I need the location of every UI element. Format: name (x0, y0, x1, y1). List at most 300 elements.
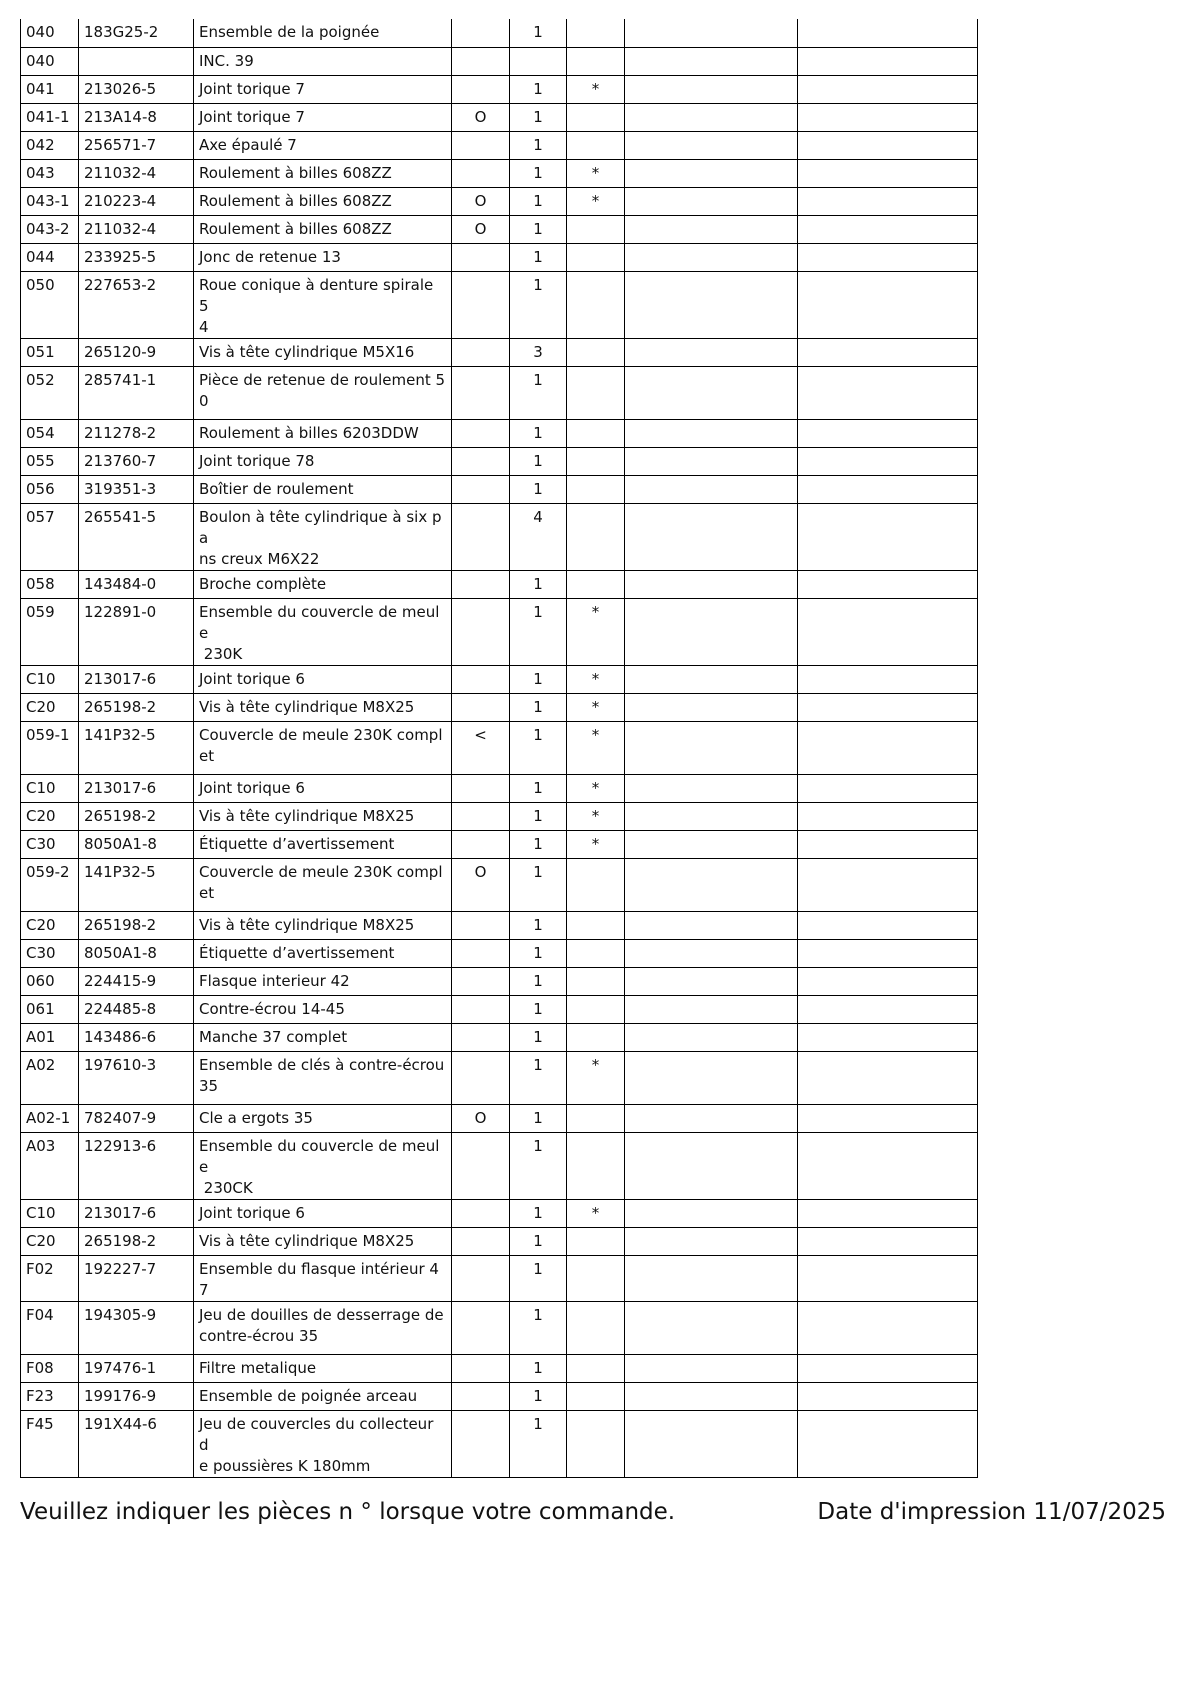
quantity-cell: 1 (510, 19, 567, 47)
blank-cell (625, 1255, 798, 1301)
description-cell: Vis à tête cylindrique M5X16 (194, 338, 452, 366)
parts-table-body (21, 19, 978, 1477)
category-cell (452, 419, 510, 447)
category-cell (452, 665, 510, 693)
category-cell (452, 1410, 510, 1477)
blank-cell (625, 103, 798, 131)
description-cell: Vis à tête cylindrique M8X25 (194, 693, 452, 721)
table-row (21, 1051, 978, 1104)
blank-cell (625, 911, 798, 939)
blank-cell (625, 693, 798, 721)
blank-cell (798, 570, 978, 598)
blank-cell (625, 47, 798, 75)
quantity-cell: 1 (510, 911, 567, 939)
item-number-cell: 052 (21, 366, 79, 419)
blank-cell (798, 131, 978, 159)
description-cell: Joint torique 7 (194, 75, 452, 103)
item-number-cell: A02 (21, 1051, 79, 1104)
blank-cell (625, 1104, 798, 1132)
note-cell: * (567, 1051, 625, 1104)
quantity-cell: 1 (510, 858, 567, 911)
part-number-cell: 211278-2 (79, 419, 194, 447)
blank-cell (798, 665, 978, 693)
part-number-cell: 8050A1-8 (79, 939, 194, 967)
blank-cell (625, 939, 798, 967)
description-cell: Ensemble de la poignée (194, 19, 452, 47)
quantity-cell: 1 (510, 1104, 567, 1132)
table-row (21, 995, 978, 1023)
table-row (21, 19, 978, 47)
description-cell: Boîtier de roulement (194, 475, 452, 503)
note-cell (567, 1410, 625, 1477)
quantity-cell: 1 (510, 103, 567, 131)
item-number-cell: A01 (21, 1023, 79, 1051)
blank-cell (625, 1023, 798, 1051)
category-cell (452, 1132, 510, 1199)
quantity-cell: 1 (510, 1023, 567, 1051)
note-cell (567, 447, 625, 475)
part-number-cell: 8050A1-8 (79, 830, 194, 858)
note-cell: * (567, 187, 625, 215)
description-cell: Couvercle de meule 230K compl et (194, 858, 452, 911)
quantity-cell: 1 (510, 1382, 567, 1410)
table-row (21, 366, 978, 419)
table-row (21, 338, 978, 366)
category-cell (452, 338, 510, 366)
description-cell: Étiquette d’avertissement (194, 939, 452, 967)
order-instruction: Veuillez indiquer les pièces n ° lorsque votre commande. (20, 1499, 676, 1525)
table-row (21, 1354, 978, 1382)
table-row (21, 215, 978, 243)
description-cell: Jonc de retenue 13 (194, 243, 452, 271)
part-number-cell: 213017-6 (79, 665, 194, 693)
category-cell (452, 271, 510, 338)
table-row (21, 243, 978, 271)
item-number-cell: C20 (21, 693, 79, 721)
table-row (21, 447, 978, 475)
part-number-cell: 143484-0 (79, 570, 194, 598)
item-number-cell: 041 (21, 75, 79, 103)
table-row (21, 131, 978, 159)
part-number-cell: 194305-9 (79, 1301, 194, 1354)
blank-cell (798, 939, 978, 967)
part-number-cell: 265198-2 (79, 802, 194, 830)
blank-cell (798, 911, 978, 939)
blank-cell (798, 1023, 978, 1051)
part-number-cell: 211032-4 (79, 215, 194, 243)
quantity-cell: 1 (510, 215, 567, 243)
category-cell (452, 475, 510, 503)
category-cell (452, 447, 510, 475)
quantity-cell: 1 (510, 1255, 567, 1301)
description-cell: Flasque interieur 42 (194, 967, 452, 995)
item-number-cell: C10 (21, 665, 79, 693)
blank-cell (798, 159, 978, 187)
quantity-cell: 1 (510, 1227, 567, 1255)
blank-cell (625, 802, 798, 830)
quantity-cell: 1 (510, 598, 567, 665)
item-number-cell: 058 (21, 570, 79, 598)
table-row (21, 939, 978, 967)
table-row (21, 721, 978, 774)
blank-cell (798, 243, 978, 271)
category-cell: O (452, 1104, 510, 1132)
note-cell (567, 103, 625, 131)
quantity-cell: 1 (510, 131, 567, 159)
category-cell (452, 693, 510, 721)
note-cell (567, 1255, 625, 1301)
part-number-cell: 213017-6 (79, 1199, 194, 1227)
item-number-cell: 044 (21, 243, 79, 271)
note-cell: * (567, 693, 625, 721)
item-number-cell: 043-1 (21, 187, 79, 215)
quantity-cell (510, 47, 567, 75)
category-cell (452, 995, 510, 1023)
item-number-cell: 059-2 (21, 858, 79, 911)
blank-cell (625, 243, 798, 271)
blank-cell (798, 598, 978, 665)
blank-cell (798, 1199, 978, 1227)
blank-cell (625, 967, 798, 995)
note-cell (567, 47, 625, 75)
quantity-cell: 1 (510, 243, 567, 271)
note-cell (567, 503, 625, 570)
blank-cell (625, 598, 798, 665)
description-cell: INC. 39 (194, 47, 452, 75)
item-number-cell: C10 (21, 1199, 79, 1227)
item-number-cell: C20 (21, 911, 79, 939)
quantity-cell: 1 (510, 939, 567, 967)
quantity-cell: 1 (510, 1132, 567, 1199)
item-number-cell: F23 (21, 1382, 79, 1410)
item-number-cell: A02-1 (21, 1104, 79, 1132)
quantity-cell: 1 (510, 802, 567, 830)
blank-cell (798, 1382, 978, 1410)
description-cell: Ensemble du flasque intérieur 47 (194, 1255, 452, 1301)
description-cell: Joint torique 6 (194, 774, 452, 802)
blank-cell (798, 103, 978, 131)
quantity-cell: 1 (510, 1051, 567, 1104)
note-cell (567, 995, 625, 1023)
category-cell: O (452, 187, 510, 215)
table-row (21, 1227, 978, 1255)
blank-cell (625, 271, 798, 338)
quantity-cell: 1 (510, 1301, 567, 1354)
category-cell (452, 366, 510, 419)
quantity-cell: 1 (510, 1354, 567, 1382)
part-number-cell (79, 47, 194, 75)
part-number-cell: 122913-6 (79, 1132, 194, 1199)
blank-cell (625, 447, 798, 475)
blank-cell (798, 503, 978, 570)
description-cell: Couvercle de meule 230K compl et (194, 721, 452, 774)
item-number-cell: 061 (21, 995, 79, 1023)
description-cell: Joint torique 7 (194, 103, 452, 131)
table-row (21, 1104, 978, 1132)
blank-cell (625, 1354, 798, 1382)
note-cell: * (567, 774, 625, 802)
quantity-cell: 1 (510, 271, 567, 338)
blank-cell (798, 75, 978, 103)
part-number-cell: 782407-9 (79, 1104, 194, 1132)
note-cell: * (567, 721, 625, 774)
table-row (21, 1255, 978, 1301)
blank-cell (625, 475, 798, 503)
blank-cell (798, 693, 978, 721)
blank-cell (798, 774, 978, 802)
part-number-cell: 285741-1 (79, 366, 194, 419)
quantity-cell: 1 (510, 419, 567, 447)
category-cell (452, 911, 510, 939)
item-number-cell: A03 (21, 1132, 79, 1199)
blank-cell (625, 503, 798, 570)
blank-cell (625, 159, 798, 187)
blank-cell (625, 665, 798, 693)
blank-cell (625, 1301, 798, 1354)
table-row (21, 693, 978, 721)
table-row (21, 159, 978, 187)
blank-cell (625, 19, 798, 47)
category-cell: O (452, 858, 510, 911)
note-cell (567, 131, 625, 159)
part-number-cell: 256571-7 (79, 131, 194, 159)
item-number-cell: C30 (21, 939, 79, 967)
description-cell: Boulon à tête cylindrique à six pa ns creux M6X22 (194, 503, 452, 570)
note-cell: * (567, 598, 625, 665)
description-cell: Ensemble du couvercle de meule 230K (194, 598, 452, 665)
part-number-cell: 319351-3 (79, 475, 194, 503)
table-row (21, 665, 978, 693)
description-cell: Manche 37 complet (194, 1023, 452, 1051)
part-number-cell: 265198-2 (79, 911, 194, 939)
category-cell (452, 1382, 510, 1410)
description-cell: Roulement à billes 608ZZ (194, 159, 452, 187)
part-number-cell: 265198-2 (79, 1227, 194, 1255)
blank-cell (798, 447, 978, 475)
description-cell: Ensemble du couvercle de meule 230CK (194, 1132, 452, 1199)
item-number-cell: F08 (21, 1354, 79, 1382)
category-cell: O (452, 103, 510, 131)
blank-cell (798, 721, 978, 774)
category-cell (452, 1354, 510, 1382)
note-cell (567, 419, 625, 447)
table-row (21, 830, 978, 858)
item-number-cell: 057 (21, 503, 79, 570)
category-cell (452, 19, 510, 47)
blank-cell (798, 187, 978, 215)
description-cell: Jeu de couvercles du collecteur d e poussières K 180mm (194, 1410, 452, 1477)
blank-cell (625, 570, 798, 598)
item-number-cell: 042 (21, 131, 79, 159)
category-cell (452, 830, 510, 858)
item-number-cell: F04 (21, 1301, 79, 1354)
note-cell (567, 570, 625, 598)
description-cell: Étiquette d’avertissement (194, 830, 452, 858)
quantity-cell: 1 (510, 1410, 567, 1477)
part-number-cell: 213017-6 (79, 774, 194, 802)
part-number-cell: 227653-2 (79, 271, 194, 338)
category-cell: < (452, 721, 510, 774)
blank-cell (625, 858, 798, 911)
category-cell (452, 47, 510, 75)
table-row (21, 1132, 978, 1199)
blank-cell (798, 1227, 978, 1255)
parts-table (20, 19, 978, 1478)
category-cell (452, 774, 510, 802)
quantity-cell: 1 (510, 75, 567, 103)
note-cell (567, 1132, 625, 1199)
note-cell: * (567, 665, 625, 693)
table-row (21, 570, 978, 598)
blank-cell (798, 271, 978, 338)
note-cell (567, 1382, 625, 1410)
table-row (21, 419, 978, 447)
item-number-cell: 043-2 (21, 215, 79, 243)
blank-cell (625, 1199, 798, 1227)
part-number-cell: 143486-6 (79, 1023, 194, 1051)
blank-cell (625, 215, 798, 243)
part-number-cell: 224485-8 (79, 995, 194, 1023)
table-row (21, 1382, 978, 1410)
blank-cell (625, 995, 798, 1023)
note-cell (567, 1301, 625, 1354)
blank-cell (798, 830, 978, 858)
note-cell: * (567, 830, 625, 858)
part-number-cell: 199176-9 (79, 1382, 194, 1410)
note-cell: * (567, 75, 625, 103)
note-cell (567, 215, 625, 243)
blank-cell (625, 1132, 798, 1199)
part-number-cell: 141P32-5 (79, 721, 194, 774)
item-number-cell: 050 (21, 271, 79, 338)
note-cell (567, 967, 625, 995)
category-cell (452, 1227, 510, 1255)
note-cell (567, 338, 625, 366)
part-number-cell: 265198-2 (79, 693, 194, 721)
blank-cell (798, 858, 978, 911)
item-number-cell: 041-1 (21, 103, 79, 131)
quantity-cell: 1 (510, 570, 567, 598)
table-row (21, 47, 978, 75)
table-row (21, 475, 978, 503)
quantity-cell: 1 (510, 366, 567, 419)
table-row (21, 75, 978, 103)
category-cell (452, 243, 510, 271)
blank-cell (798, 1410, 978, 1477)
blank-cell (798, 802, 978, 830)
table-row (21, 187, 978, 215)
quantity-cell: 3 (510, 338, 567, 366)
note-cell (567, 939, 625, 967)
item-number-cell: F02 (21, 1255, 79, 1301)
description-cell: Joint torique 78 (194, 447, 452, 475)
blank-cell (798, 1255, 978, 1301)
category-cell (452, 967, 510, 995)
description-cell: Broche complète (194, 570, 452, 598)
part-number-cell: 233925-5 (79, 243, 194, 271)
description-cell: Ensemble de clés à contre-écrou 35 (194, 1051, 452, 1104)
table-row (21, 858, 978, 911)
part-number-cell: 213A14-8 (79, 103, 194, 131)
category-cell (452, 1051, 510, 1104)
item-number-cell: C20 (21, 802, 79, 830)
table-row (21, 1199, 978, 1227)
blank-cell (625, 187, 798, 215)
note-cell (567, 475, 625, 503)
blank-cell (625, 830, 798, 858)
table-row (21, 1301, 978, 1354)
part-number-cell: 122891-0 (79, 598, 194, 665)
part-number-cell: 197476-1 (79, 1354, 194, 1382)
description-cell: Ensemble de poignée arceau (194, 1382, 452, 1410)
category-cell (452, 598, 510, 665)
description-cell: Joint torique 6 (194, 1199, 452, 1227)
category-cell: O (452, 215, 510, 243)
table-row (21, 967, 978, 995)
description-cell: Roulement à billes 608ZZ (194, 187, 452, 215)
note-cell: * (567, 1199, 625, 1227)
blank-cell (798, 419, 978, 447)
description-cell: Vis à tête cylindrique M8X25 (194, 911, 452, 939)
note-cell (567, 1104, 625, 1132)
category-cell (452, 570, 510, 598)
item-number-cell: C20 (21, 1227, 79, 1255)
quantity-cell: 4 (510, 503, 567, 570)
note-cell (567, 911, 625, 939)
quantity-cell: 1 (510, 774, 567, 802)
table-row (21, 271, 978, 338)
note-cell (567, 1227, 625, 1255)
table-row (21, 802, 978, 830)
table-row (21, 1410, 978, 1477)
part-number-cell: 213760-7 (79, 447, 194, 475)
category-cell (452, 1199, 510, 1227)
blank-cell (625, 1227, 798, 1255)
blank-cell (798, 1104, 978, 1132)
blank-cell (798, 366, 978, 419)
quantity-cell: 1 (510, 159, 567, 187)
part-number-cell: 197610-3 (79, 1051, 194, 1104)
table-row (21, 1023, 978, 1051)
blank-cell (625, 338, 798, 366)
note-cell (567, 858, 625, 911)
table-row (21, 503, 978, 570)
item-number-cell: 054 (21, 419, 79, 447)
description-cell: Axe épaulé 7 (194, 131, 452, 159)
item-number-cell: 059 (21, 598, 79, 665)
table-row (21, 598, 978, 665)
part-number-cell: 265541-5 (79, 503, 194, 570)
category-cell (452, 1023, 510, 1051)
part-number-cell: 265120-9 (79, 338, 194, 366)
blank-cell (625, 721, 798, 774)
part-number-cell: 192227-7 (79, 1255, 194, 1301)
quantity-cell: 1 (510, 693, 567, 721)
category-cell (452, 1255, 510, 1301)
table-row (21, 911, 978, 939)
description-cell: Roue conique à denture spirale 5 4 (194, 271, 452, 338)
description-cell: Filtre metalique (194, 1354, 452, 1382)
description-cell: Vis à tête cylindrique M8X25 (194, 1227, 452, 1255)
blank-cell (625, 366, 798, 419)
description-cell: Jeu de douilles de desserrage de contre-écrou 35 (194, 1301, 452, 1354)
part-number-cell: 213026-5 (79, 75, 194, 103)
quantity-cell: 1 (510, 475, 567, 503)
item-number-cell: F45 (21, 1410, 79, 1477)
blank-cell (798, 1132, 978, 1199)
blank-cell (625, 774, 798, 802)
note-cell (567, 19, 625, 47)
